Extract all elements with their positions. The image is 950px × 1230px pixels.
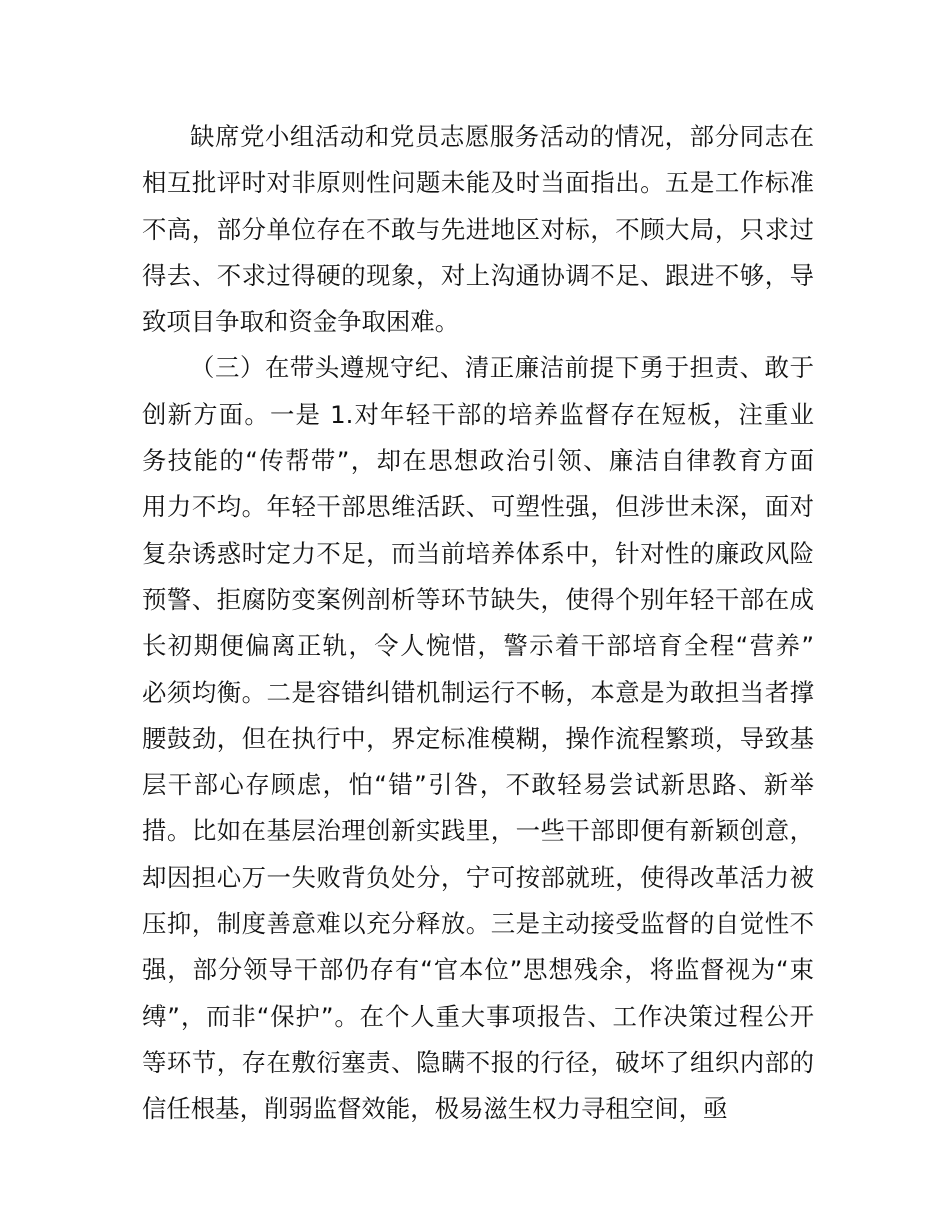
text-line: 创新方面。一是 1.对年轻干部的培养监督存在短板，注重业 — [142, 399, 814, 429]
text-line: 信任根基，削弱监督效能，极易滋生权力寻租空间，亟 — [142, 1094, 728, 1124]
text-line: 用力不均。年轻干部思维活跃、可塑性强，但涉世未深，面对 — [142, 492, 814, 522]
text-line: 致项目争取和资金争取困难。 — [142, 307, 460, 337]
text-line: 相互批评时对非原则性问题未能及时当面指出。五是工作标准 — [142, 168, 814, 198]
text-line: 长初期便偏离正轨，令人惋惜，警示着干部培育全程“营养” — [142, 631, 814, 661]
text-line: 等环节，存在敷衍塞责、隐瞒不报的行径，破坏了组织内部的 — [142, 1047, 814, 1077]
text-line: 缚”，而非“保护”。在个人重大事项报告、工作决策过程公开 — [142, 1001, 814, 1031]
text-line: 层干部心存顾虑，怕“错”引咎，不敢轻易尝试新思路、新举 — [142, 770, 814, 800]
text-line: 必须均衡。二是容错纠错机制运行不畅，本意是为敢担当者撑 — [142, 677, 814, 707]
text-line: 得去、不求过得硬的现象，对上沟通协调不足、跟进不够，导 — [142, 260, 814, 290]
text-line: 不高，部分单位存在不敢与先进地区对标，不顾大局，只求过 — [142, 214, 814, 244]
text-line: 强，部分领导干部仍存有“官本位”思想残余，将监督视为“束 — [142, 955, 814, 985]
text-line: 腰鼓劲，但在执行中，界定标准模糊，操作流程繁琐，导致基 — [142, 723, 814, 753]
text-line: 务技能的“传帮带”，却在思想政治引领、廉洁自律教育方面 — [142, 446, 814, 476]
text-line: 压抑，制度善意难以充分释放。三是主动接受监督的自觉性不 — [142, 909, 814, 939]
text-line: （三）在带头遵规守纪、清正廉洁前提下勇于担责、敢于 — [190, 353, 814, 383]
text-line: 却因担心万一失败背负处分，宁可按部就班，使得改革活力被 — [142, 862, 814, 892]
text-line: 措。比如在基层治理创新实践里，一些干部即便有新颖创意， — [142, 816, 814, 846]
text-line: 缺席党小组活动和党员志愿服务活动的情况，部分同志在 — [190, 122, 814, 151]
text-line: 预警、拒腐防变案例剖析等环节缺失，使得个别年轻干部在成 — [142, 584, 814, 614]
text-line: 复杂诱惑时定力不足，而当前培养体系中，针对性的廉政风险 — [142, 538, 814, 568]
body-text — [142, 114, 814, 1133]
